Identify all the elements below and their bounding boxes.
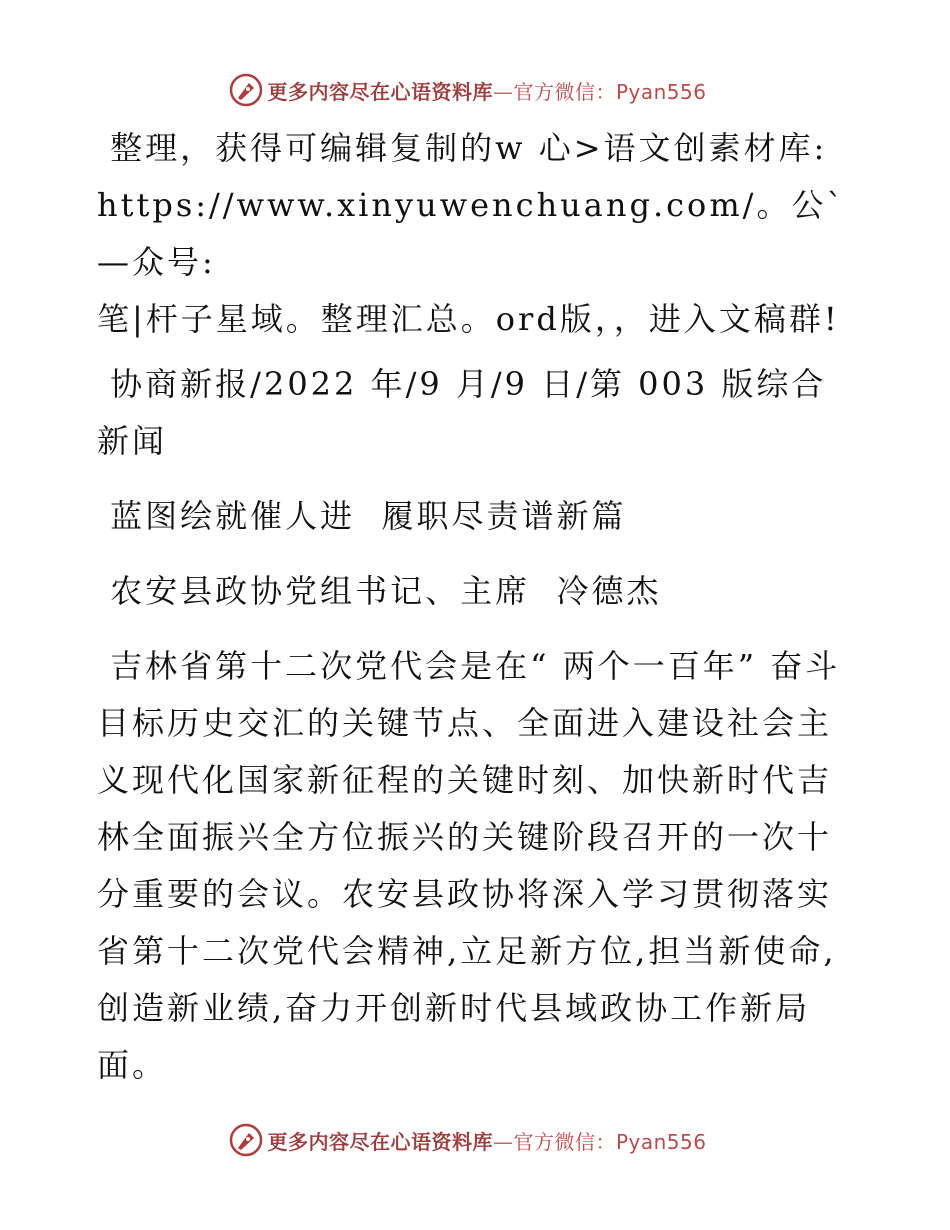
- intro-line: 笔|杆子星域。整理汇总。ord版，，进入文稿群!: [97, 300, 840, 338]
- watermark-contact: 官方微信：Pyan556: [513, 79, 707, 104]
- article-author: 农安县政协党组书记、主席 冷德杰: [97, 572, 662, 610]
- source-line: 协商新报/2022 年/9 月/9 日/第 003 版综合新闻: [97, 365, 827, 460]
- watermark-contact: 官方微信：Pyan556: [513, 1129, 707, 1154]
- watermark-dash: —: [492, 79, 514, 104]
- intro-line: 整理，获得可编辑复制的w 心>语文创素材库:: [97, 129, 828, 167]
- article-body: 吉林省第十二次党代会是在“ 两个一百年” 奋斗目标历史交汇的关键节点、全面进入建设社会主义现代化国家新征程的关键时刻、加快新时代吉林全面振兴全方位振兴的关键阶段召开的一次十分重要的会议。农安县政协将深入学习贯彻落实省第十二次党代会精神,立足新方位,担当新使命,创造新业绩,奋力开创新时代县域政协工作新局面。: [97, 647, 841, 1084]
- pen-nib-logo-icon: [229, 1123, 263, 1157]
- footer-watermark: [0, 1120, 950, 1160]
- document-body: [97, 120, 857, 1094]
- article-title: 蓝图绘就催人进 履职尽责谱新篇: [97, 497, 627, 535]
- watermark-brand: 更多内容尽在心语资料库: [267, 79, 493, 104]
- pen-nib-logo-icon: [229, 73, 263, 107]
- watermark-brand: 更多内容尽在心语资料库: [267, 1129, 493, 1154]
- watermark-dash: —: [492, 1129, 514, 1154]
- intro-line: https://www.xinyuwenchuang.com/。公`—众号:: [97, 186, 846, 281]
- header-watermark: [0, 70, 950, 110]
